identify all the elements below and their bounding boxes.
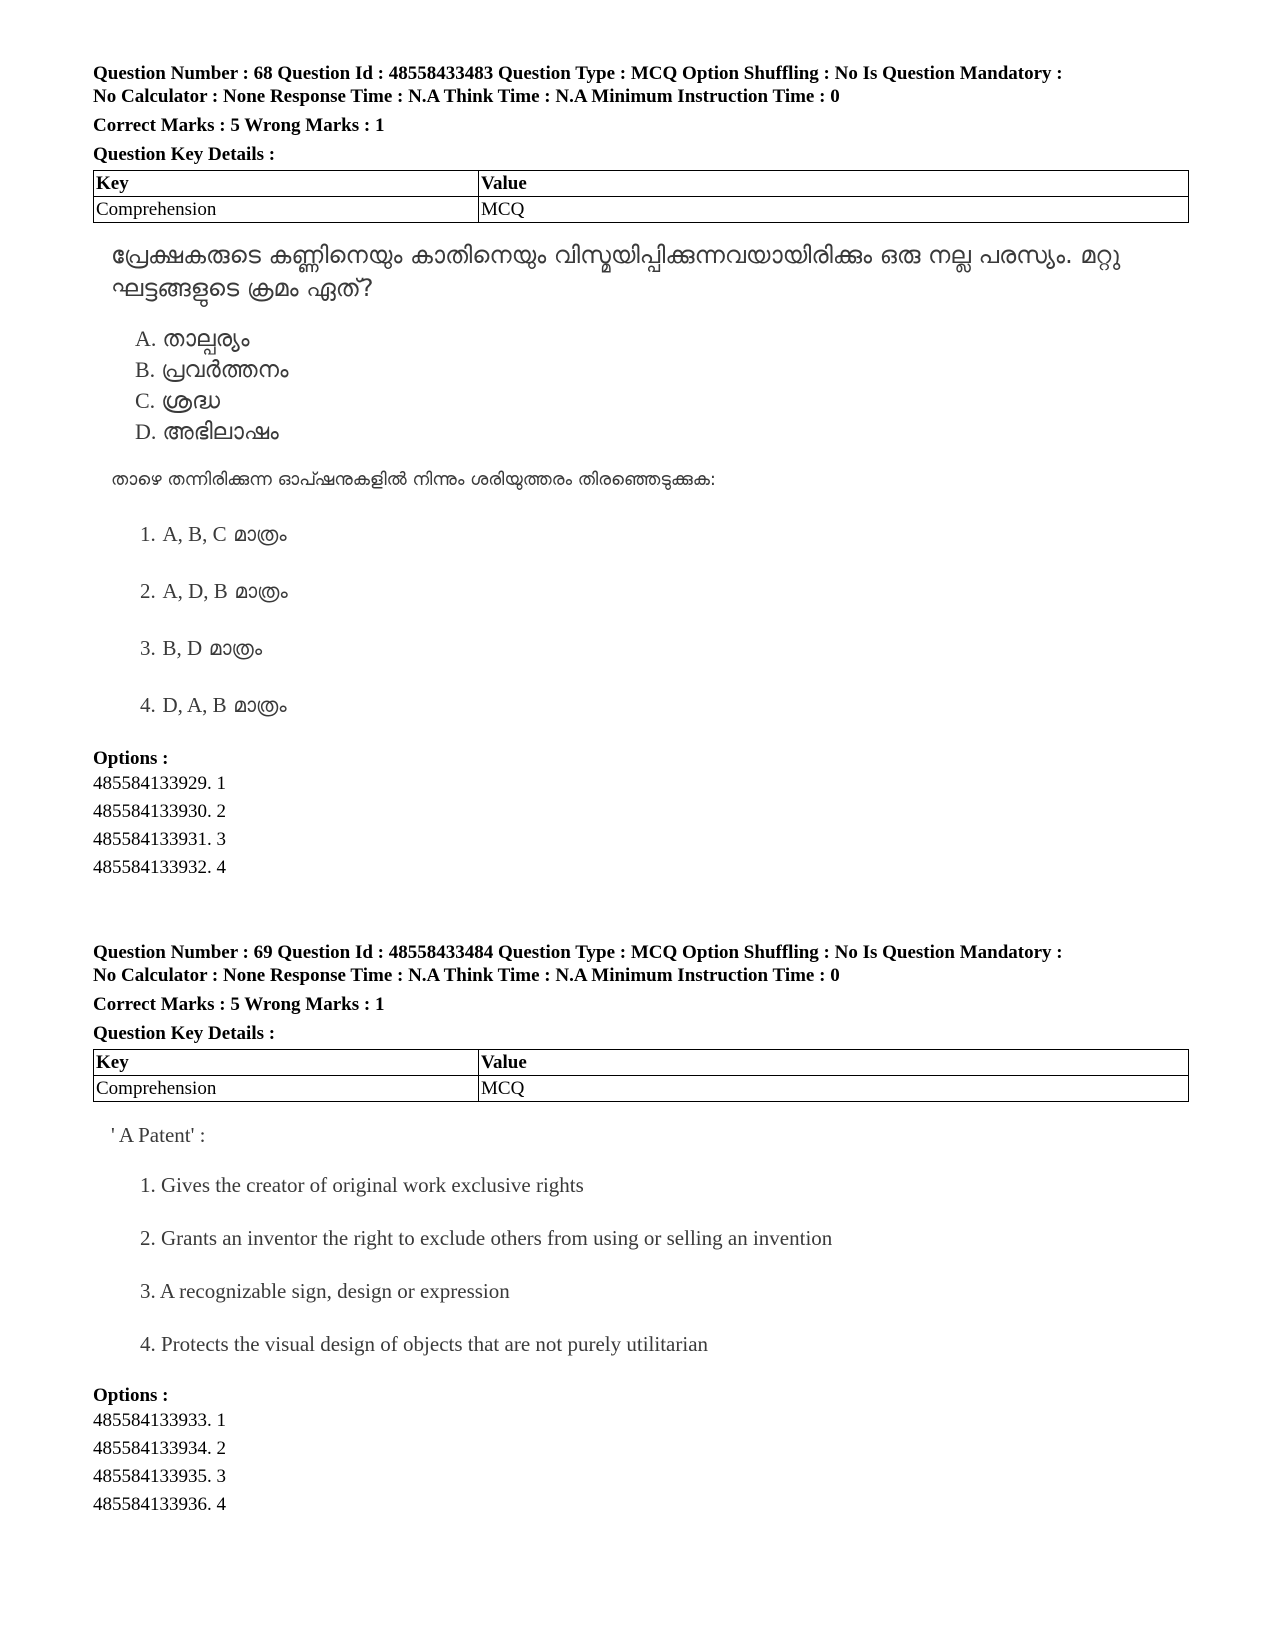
question-image-content xyxy=(93,1122,1189,1384)
choice-item xyxy=(140,576,1189,633)
key-header-cell: Key xyxy=(94,1050,479,1076)
key-header-cell: Key xyxy=(94,171,479,197)
key-table-header-row xyxy=(94,171,1189,197)
question-meta xyxy=(93,941,1189,987)
statement-text: അഭിലാഷം xyxy=(162,419,279,445)
value-header-cell: Value xyxy=(479,1050,1189,1076)
statement-label: C. xyxy=(135,388,156,413)
option-item: 485584133933. 1 xyxy=(93,1410,226,1431)
statement-item xyxy=(135,416,1189,447)
key-details-label: Question Key Details : xyxy=(93,1023,276,1044)
key-cell: Comprehension xyxy=(94,1076,479,1102)
answer-instruction: താഴെ തന്നിരിക്കുന്ന ഓപ്ഷനുകളിൽ നിന്നും ശരിയുത്തരം തിരഞ്ഞെടുക്കുക: xyxy=(111,469,716,490)
options-label: Options : xyxy=(93,1385,169,1406)
choice-item xyxy=(140,690,1189,747)
option-item: 485584133929. 1 xyxy=(93,773,226,794)
choice-item xyxy=(140,633,1189,690)
key-details-table xyxy=(93,1049,1189,1102)
choice-suffix: മാത്രം xyxy=(208,636,263,660)
value-cell: MCQ xyxy=(479,1076,1189,1102)
choice-number: 1. xyxy=(140,522,156,546)
statement-item xyxy=(135,323,1189,354)
choice-item: 4. Protects the visual design of objects that are not purely utilitarian xyxy=(140,1332,709,1356)
choice-item: 2. Grants an inventor the right to exclude others from using or selling an invention xyxy=(140,1226,833,1250)
statement-text: ശ്രദ്ധ xyxy=(161,388,220,414)
value-cell: MCQ xyxy=(479,197,1189,223)
choice-number: 4. xyxy=(140,693,156,717)
question-stem: പ്രേക്ഷകരുടെ കണ്ണിനെയും കാതിനെയും വിസ്മയിപ്പിക്കുന്നവയായിരിക്കും ഒരു നല്ല പരസ്യം. മറ്റു ഘട്ടങ്ങളുടെ ക്രമം ഏത്? xyxy=(111,241,1121,302)
option-item: 485584133935. 3 xyxy=(93,1466,226,1487)
key-table-row xyxy=(94,1076,1189,1102)
options-label: Options : xyxy=(93,748,169,769)
question-meta xyxy=(93,62,1189,108)
statement-item xyxy=(135,385,1189,416)
option-item: 485584133936. 4 xyxy=(93,1494,226,1515)
choice-letters: B, D xyxy=(162,636,203,660)
choice-suffix: മാത്രം xyxy=(233,522,287,546)
option-item: 485584133934. 2 xyxy=(93,1438,226,1459)
question-68-block xyxy=(93,62,1189,882)
statement-text: പ്രവർത്തനം xyxy=(161,357,289,383)
choice-number: 3. xyxy=(140,636,156,660)
question-meta-line-1: Question Number : 69 Question Id : 48558433484 Question Type : MCQ Option Shuffling : No Is Question Mandatory : xyxy=(93,942,1063,963)
choice-letters: A, D, B xyxy=(162,579,228,603)
question-image-content xyxy=(93,239,1189,747)
key-table-row xyxy=(94,197,1189,223)
value-header-cell: Value xyxy=(479,171,1189,197)
question-meta-line-2: No Calculator : None Response Time : N.A Think Time : N.A Minimum Instruction Time : 0 xyxy=(93,86,840,107)
choice-item: 1. Gives the creator of original work exclusive rights xyxy=(140,1173,584,1197)
choice-letters: A, B, C xyxy=(162,522,227,546)
choice-item xyxy=(140,519,1189,576)
choice-list xyxy=(140,519,1189,747)
key-details-table xyxy=(93,170,1189,223)
choice-suffix: മാത്രം xyxy=(233,693,287,717)
marks-line: Correct Marks : 5 Wrong Marks : 1 xyxy=(93,994,385,1015)
choice-letters: D, A, B xyxy=(162,693,227,717)
question-stem: ' A Patent' : xyxy=(111,1123,206,1147)
statement-label: D. xyxy=(135,419,157,444)
key-details-label: Question Key Details : xyxy=(93,144,276,165)
option-item: 485584133932. 4 xyxy=(93,857,226,878)
statement-text: താല്പര്യം xyxy=(162,326,250,352)
option-item: 485584133931. 3 xyxy=(93,829,226,850)
marks-line: Correct Marks : 5 Wrong Marks : 1 xyxy=(93,115,385,136)
statement-item xyxy=(135,354,1189,385)
choice-number: 2. xyxy=(140,579,156,603)
choice-list xyxy=(140,1172,1189,1384)
question-meta-line-2: No Calculator : None Response Time : N.A Think Time : N.A Minimum Instruction Time : 0 xyxy=(93,965,840,986)
question-69-block xyxy=(93,941,1189,1519)
question-meta-line-1: Question Number : 68 Question Id : 48558433483 Question Type : MCQ Option Shuffling : No Is Question Mandatory : xyxy=(93,63,1063,84)
choice-suffix: മാത്രം xyxy=(234,579,288,603)
option-item: 485584133930. 2 xyxy=(93,801,226,822)
statement-label: B. xyxy=(135,357,156,382)
key-table-header-row xyxy=(94,1050,1189,1076)
choice-item: 3. A recognizable sign, design or expression xyxy=(140,1279,510,1303)
key-cell: Comprehension xyxy=(94,197,479,223)
statement-label: A. xyxy=(135,326,157,351)
statement-list xyxy=(135,323,1189,447)
